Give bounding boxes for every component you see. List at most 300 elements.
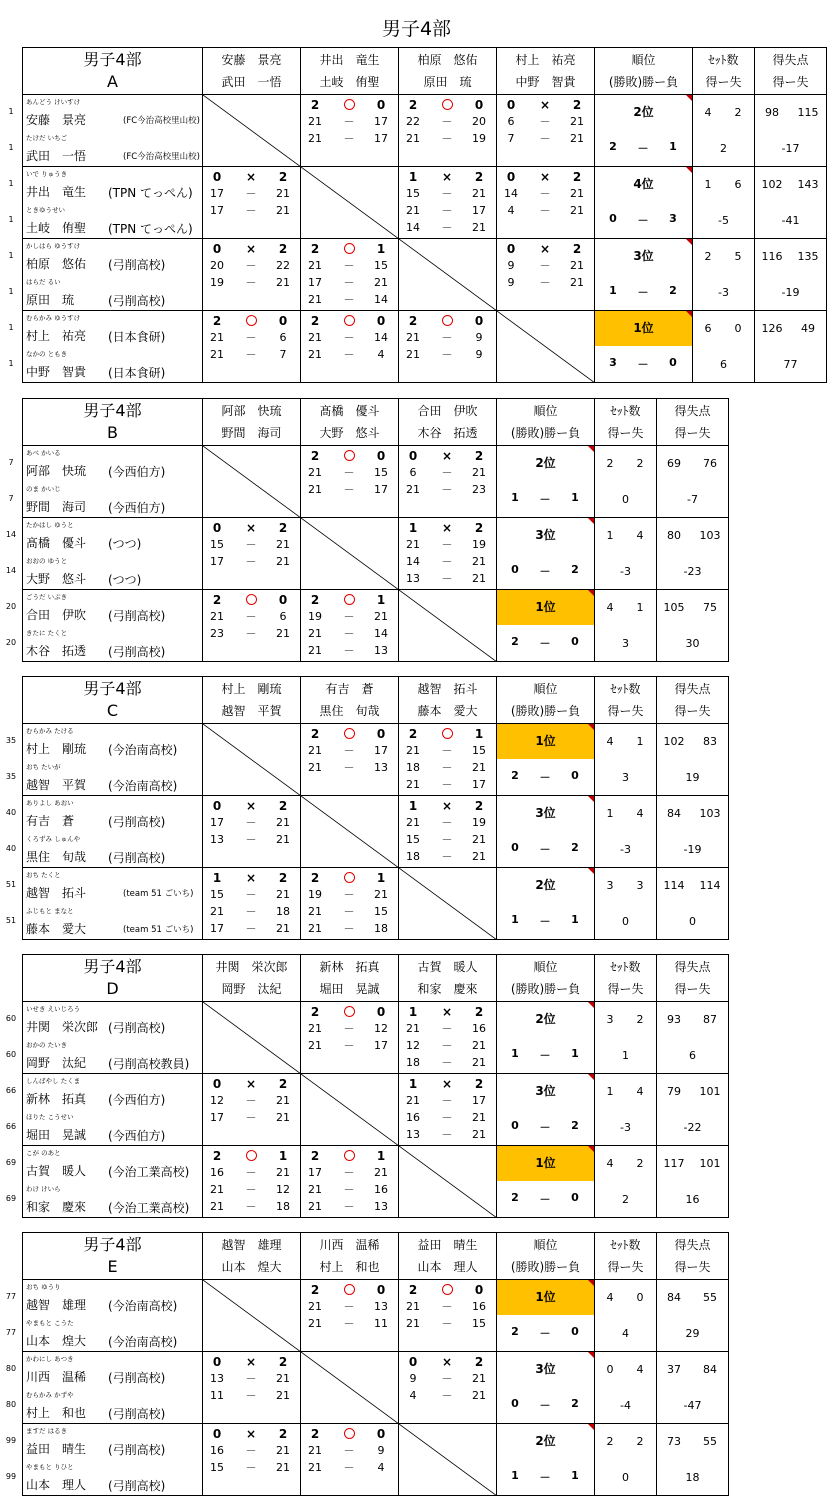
player-1-reading: ごうだ いぶき (26, 593, 68, 601)
score-for: 21 (308, 483, 322, 496)
match-result-cell (399, 1352, 497, 1424)
match-summary (203, 1426, 298, 1442)
set-header-title: ｾｯﾄ数 (610, 960, 641, 974)
player-1-name: 川西 温稀 (26, 1370, 87, 1384)
cross-icon: × (245, 799, 257, 813)
sets-for: 4 (606, 601, 614, 614)
sets-won: 1 (212, 871, 222, 885)
player-2-reading: やまもと こうた (26, 1319, 74, 1327)
score-for: 21 (308, 744, 322, 757)
dash: － (441, 1094, 453, 1107)
sets-against: 4 (636, 529, 644, 542)
score-against: 15 (374, 259, 388, 272)
dash: － (245, 833, 257, 846)
player-1-reading: たかはし ゆうと (26, 521, 74, 529)
self-match-cell (203, 95, 301, 167)
set-score (497, 258, 592, 274)
set-count-cell (595, 446, 657, 518)
score-against: 20 (472, 115, 486, 128)
cross-icon: × (441, 449, 453, 463)
match-result-cell (399, 311, 497, 383)
set-score (399, 832, 494, 848)
seed-number: 66 (5, 1086, 17, 1095)
opponent-player-1: 有吉 蒼 (325, 682, 374, 696)
score-for: 21 (308, 331, 322, 344)
set-header-subtitle: 得ー失 (705, 75, 742, 89)
opponent-player-2: 越智 平賀 (221, 704, 282, 718)
dash: － (245, 1166, 257, 1179)
opponent-player-2: 山本 煌大 (221, 1260, 282, 1274)
sets-lost: 0 (474, 98, 484, 112)
points-against: 87 (703, 1013, 717, 1026)
circle-icon (339, 97, 359, 113)
group-header (23, 677, 203, 724)
score-against: 13 (374, 644, 388, 657)
sets-lost: 0 (376, 1005, 386, 1019)
score-against: 14 (374, 293, 388, 306)
sets-won: 0 (212, 1427, 222, 1441)
match-result-cell (301, 1146, 399, 1218)
score-against: 21 (276, 816, 290, 829)
points-difference: -41 (781, 214, 800, 227)
opponent-player-1: 村上 祐亮 (515, 53, 576, 67)
cross-icon: × (441, 170, 453, 184)
dash: － (245, 1372, 257, 1385)
score-for: 4 (507, 204, 515, 217)
seed-number: 77 (5, 1292, 17, 1301)
dash: － (343, 1183, 355, 1196)
score-for: 9 (409, 1372, 417, 1385)
points-cell (657, 1146, 729, 1218)
opponent-header (497, 48, 595, 95)
points-against: 49 (801, 322, 815, 335)
dash: － (343, 483, 355, 496)
points-for: 105 (663, 601, 685, 614)
opponent-player-2: 岡野 汰紀 (221, 982, 282, 996)
player-1-name: 阿部 快琉 (26, 464, 87, 478)
set-score (203, 203, 298, 219)
set-score (399, 1299, 494, 1315)
score-for: 6 (409, 466, 417, 479)
match-summary (301, 1148, 396, 1164)
player-2-club: (TPN てっぺん) (108, 222, 193, 236)
diagonal-line (203, 446, 301, 518)
score-for: 17 (210, 816, 224, 829)
player-2-club: (つつ) (108, 573, 142, 587)
match-result-cell (203, 868, 301, 940)
wins: 1 (609, 284, 617, 297)
dash: － (343, 922, 355, 935)
comment-marker (588, 1002, 594, 1008)
circle-icon (339, 726, 359, 742)
match-result-cell (203, 239, 301, 311)
dash: － (539, 259, 551, 272)
opponent-header (203, 955, 301, 1002)
team-row (23, 1146, 729, 1218)
match-result-cell (203, 1352, 301, 1424)
set-score (301, 330, 396, 346)
seed-number: 1 (8, 215, 14, 224)
set-difference: -5 (718, 214, 729, 227)
set-difference: 3 (622, 771, 629, 784)
player-2-reading: はらだ るい (26, 278, 61, 286)
diagonal-line (399, 1424, 497, 1496)
set-score (301, 1316, 396, 1332)
opponent-player-1: 川西 温稀 (319, 1238, 380, 1252)
points-for: 116 (761, 250, 783, 263)
sets-won: 2 (310, 1149, 320, 1163)
sets-lost: 2 (278, 170, 288, 184)
opponent-player-1: 柏原 悠佑 (417, 53, 478, 67)
player-1-name: 益田 晴生 (26, 1442, 87, 1456)
set-score (399, 1316, 494, 1332)
group-table-e (5, 1232, 729, 1496)
diagonal-line (301, 796, 399, 868)
score-against: 21 (472, 1039, 486, 1052)
dash: － (343, 466, 355, 479)
dash: － (245, 276, 257, 289)
score-for: 21 (406, 816, 420, 829)
score-for: 21 (308, 922, 322, 935)
score-for: 7 (507, 132, 515, 145)
dash: － (343, 905, 355, 918)
sets-won: 2 (310, 593, 320, 607)
group-table-d (5, 954, 729, 1218)
player-1-club: (今治工業高校) (108, 1165, 190, 1179)
set-score (399, 1093, 494, 1109)
rank-cell (497, 590, 595, 662)
player-1-name: 村上 剛琉 (26, 742, 87, 756)
player-1-reading: かわにし あつき (26, 1355, 74, 1363)
dash: － (343, 610, 355, 623)
dash: － (637, 214, 649, 227)
sets-lost: 2 (474, 170, 484, 184)
losses: 0 (571, 1325, 579, 1338)
self-match-cell (399, 239, 497, 311)
team-cell (8, 167, 203, 239)
player-1-reading: むらかみ ゆうすけ (26, 314, 81, 322)
dash: － (539, 132, 551, 145)
score-against: 21 (276, 1166, 290, 1179)
player-2-reading: わけ けいら (26, 1185, 61, 1193)
opponent-player-1: 髙橋 優斗 (319, 404, 380, 418)
player-1-club: (弓削高校) (108, 1443, 166, 1457)
set-score (399, 1021, 494, 1037)
points-against: 114 (699, 879, 721, 892)
circle-icon (339, 592, 359, 608)
player-2-name: 堀田 晃誠 (26, 1128, 87, 1142)
points-against: 84 (703, 1363, 717, 1376)
opponent-player-2: 和家 慶來 (417, 982, 478, 996)
score-against: 13 (374, 1200, 388, 1213)
losses: 0 (571, 769, 579, 782)
dash: － (245, 816, 257, 829)
score-against: 21 (472, 1389, 486, 1402)
match-summary (203, 870, 298, 886)
sets-lost: 2 (572, 242, 582, 256)
losses: 1 (571, 1469, 579, 1482)
set-count-cell (693, 311, 755, 383)
rank-badge: 1位 (497, 1280, 594, 1315)
sets-for: 0 (606, 1363, 614, 1376)
player-2-club: (今治南高校) (108, 1335, 178, 1349)
dash: － (441, 132, 453, 145)
player-2-reading: やまもと りひと (26, 1463, 74, 1471)
match-summary (399, 169, 494, 185)
set-score (203, 1371, 298, 1387)
diagonal-line (203, 724, 301, 796)
dash: － (245, 1111, 257, 1124)
set-header-subtitle: 得ー失 (607, 982, 644, 996)
set-difference: -3 (620, 843, 631, 856)
score-for: 21 (406, 778, 420, 791)
set-score (301, 643, 396, 659)
self-match-cell (203, 724, 301, 796)
wins: 3 (609, 356, 617, 369)
player-1-club: (弓削高校) (108, 609, 166, 623)
sets-won: 2 (310, 1283, 320, 1297)
score-against: 21 (472, 1128, 486, 1141)
match-summary (301, 448, 396, 464)
player-1-name: 越智 雄理 (26, 1298, 87, 1312)
score-against: 14 (374, 627, 388, 640)
score-against: 21 (570, 132, 584, 145)
cross-icon: × (441, 1077, 453, 1091)
team-cell (5, 1146, 203, 1218)
group-letter: D (106, 979, 119, 998)
player-2-name: 藤本 愛大 (26, 922, 87, 936)
set-count-cell (595, 724, 657, 796)
sets-lost: 0 (278, 593, 288, 607)
player-1-name: 合田 伊吹 (26, 608, 87, 622)
dash: － (343, 1200, 355, 1213)
player-2-reading: おかの たいき (26, 1041, 68, 1049)
match-summary (301, 1004, 396, 1020)
player-1-reading: いで りゅうき (26, 170, 68, 178)
score-for: 11 (210, 1389, 224, 1402)
comment-marker (588, 518, 594, 524)
set-score (497, 186, 592, 202)
score-against: 21 (570, 259, 584, 272)
rank-badge: 3位 (535, 528, 556, 542)
score-for: 21 (308, 1022, 322, 1035)
dash: － (637, 358, 649, 371)
score-for: 21 (308, 1200, 322, 1213)
comment-marker (588, 590, 594, 596)
sets-lost: 1 (376, 242, 386, 256)
sets-won: 1 (408, 1077, 418, 1091)
diagonal-line (399, 868, 497, 940)
match-summary (301, 241, 396, 257)
opponent-header (399, 677, 497, 724)
match-summary (301, 1426, 396, 1442)
score-for: 18 (406, 1056, 420, 1069)
set-score (399, 203, 494, 219)
comment-marker (588, 868, 594, 874)
dash: － (245, 1461, 257, 1474)
dash: － (539, 187, 551, 200)
player-2-club: (弓削高校) (108, 645, 166, 659)
opponent-player-1: 井関 栄次郎 (215, 960, 288, 974)
match-summary (203, 798, 298, 814)
points-cell (657, 1002, 729, 1074)
score-against: 21 (276, 888, 290, 901)
sets-lost: 0 (376, 1283, 386, 1297)
seed-number: 51 (5, 916, 17, 925)
sets-won: 2 (408, 1283, 418, 1297)
points-cell (657, 1074, 729, 1146)
set-score (301, 609, 396, 625)
sets-won: 0 (506, 98, 516, 112)
page-title: 男子4部 (381, 18, 452, 40)
sets-against: 4 (636, 1085, 644, 1098)
score-for: 16 (210, 1444, 224, 1457)
player-2-name: 大野 悠斗 (26, 572, 87, 586)
score-against: 21 (570, 115, 584, 128)
rank-header-subtitle: (勝敗)勝ー負 (608, 75, 679, 89)
player-2-reading: なかの ともき (26, 350, 68, 358)
points-cell (657, 796, 729, 868)
sets-lost: 0 (376, 1427, 386, 1441)
score-against: 21 (472, 1111, 486, 1124)
opponent-header (203, 399, 301, 446)
diagonal-line (399, 239, 497, 311)
opponent-player-2: 藤本 愛大 (417, 704, 478, 718)
score-for: 18 (406, 850, 420, 863)
win-loss (497, 491, 594, 507)
set-difference: 2 (622, 1193, 629, 1206)
sets-won: 0 (506, 170, 516, 184)
dash: － (441, 816, 453, 829)
seed-number: 80 (5, 1400, 17, 1409)
dash: － (539, 637, 551, 650)
set-score (301, 1443, 396, 1459)
rank-badge: 3位 (535, 1084, 556, 1098)
losses: 3 (669, 212, 677, 225)
team-cell (8, 95, 203, 167)
match-result-cell (301, 239, 399, 311)
score-for: 16 (210, 1166, 224, 1179)
player-1-club: (今治南高校) (108, 1299, 178, 1313)
dash: － (441, 348, 453, 361)
rank-badge: 2位 (535, 1434, 556, 1448)
set-score (301, 760, 396, 776)
points-difference: 16 (685, 1193, 700, 1206)
rank-cell (497, 446, 595, 518)
sets-won: 1 (408, 1005, 418, 1019)
seed-number: 1 (8, 359, 14, 368)
cross-icon: × (245, 1355, 257, 1369)
rank-badge: 1位 (497, 590, 594, 625)
player-1-club: (今西伯方) (108, 465, 166, 479)
dash: － (441, 466, 453, 479)
score-against: 21 (276, 1461, 290, 1474)
circle-icon (241, 592, 261, 608)
set-count-cell (693, 239, 755, 311)
set-score (399, 1055, 494, 1071)
points-cell (657, 724, 729, 796)
points-header-title: 得失点 (674, 404, 711, 418)
win-loss (497, 1469, 594, 1485)
team-row (23, 868, 729, 940)
sets-lost: 0 (376, 314, 386, 328)
points-difference: -7 (687, 493, 698, 506)
set-difference: -3 (620, 565, 631, 578)
points-cell (657, 1352, 729, 1424)
player-1-name: 古賀 暖人 (26, 1164, 87, 1178)
score-against: 21 (374, 888, 388, 901)
player-1-reading: あんどう けいすけ (26, 98, 81, 106)
set-score (301, 1021, 396, 1037)
set-score (399, 554, 494, 570)
dash: － (343, 1039, 355, 1052)
seed-number: 14 (5, 530, 17, 539)
seed-number: 1 (8, 143, 14, 152)
match-summary (203, 520, 298, 536)
score-for: 15 (406, 187, 420, 200)
opponent-player-1: 安藤 景亮 (221, 53, 282, 67)
team-row (23, 1074, 729, 1146)
cross-icon: × (245, 170, 257, 184)
player-2-name: 越智 平賀 (26, 778, 87, 792)
points-difference: 0 (689, 915, 696, 928)
dash: － (441, 1056, 453, 1069)
score-for: 21 (210, 610, 224, 623)
wins: 0 (511, 841, 519, 854)
dash: － (245, 204, 257, 217)
team-row (23, 518, 729, 590)
score-against: 7 (279, 348, 287, 361)
sets-lost: 2 (474, 1355, 484, 1369)
match-result-cell (399, 1280, 497, 1352)
opponent-player-2: 木谷 拓透 (417, 426, 478, 440)
score-against: 21 (570, 276, 584, 289)
dash: － (343, 1166, 355, 1179)
team-row (23, 239, 827, 311)
set-difference: 6 (720, 358, 727, 371)
sets-lost: 0 (376, 727, 386, 741)
score-for: 14 (504, 187, 518, 200)
comment-marker (588, 446, 594, 452)
set-score (203, 330, 298, 346)
player-2-reading: たけだ いちご (26, 134, 68, 142)
seed-number: 7 (8, 494, 14, 503)
player-1-reading: ありよし あおい (26, 799, 74, 807)
points-cell (755, 239, 827, 311)
match-summary (203, 169, 298, 185)
comment-marker (588, 1074, 594, 1080)
score-for: 21 (406, 348, 420, 361)
score-against: 12 (276, 1183, 290, 1196)
points-against: 101 (699, 1085, 721, 1098)
score-against: 21 (472, 555, 486, 568)
sets-for: 1 (704, 178, 712, 191)
player-1-reading: おち たくと (26, 871, 61, 879)
sets-for: 2 (704, 250, 712, 263)
player-1-club: (FC今治高校里山校) (123, 116, 200, 126)
win-loss (497, 1119, 594, 1135)
player-2-reading: ほりた こうせい (26, 1113, 74, 1121)
set-score (203, 258, 298, 274)
rank-badge: 2位 (633, 105, 654, 119)
points-against: 76 (703, 457, 717, 470)
points-cell (657, 1280, 729, 1352)
points-against: 83 (703, 735, 717, 748)
score-against: 21 (276, 1111, 290, 1124)
match-result-cell (399, 446, 497, 518)
diagonal-line (497, 311, 595, 383)
set-score (399, 1038, 494, 1054)
